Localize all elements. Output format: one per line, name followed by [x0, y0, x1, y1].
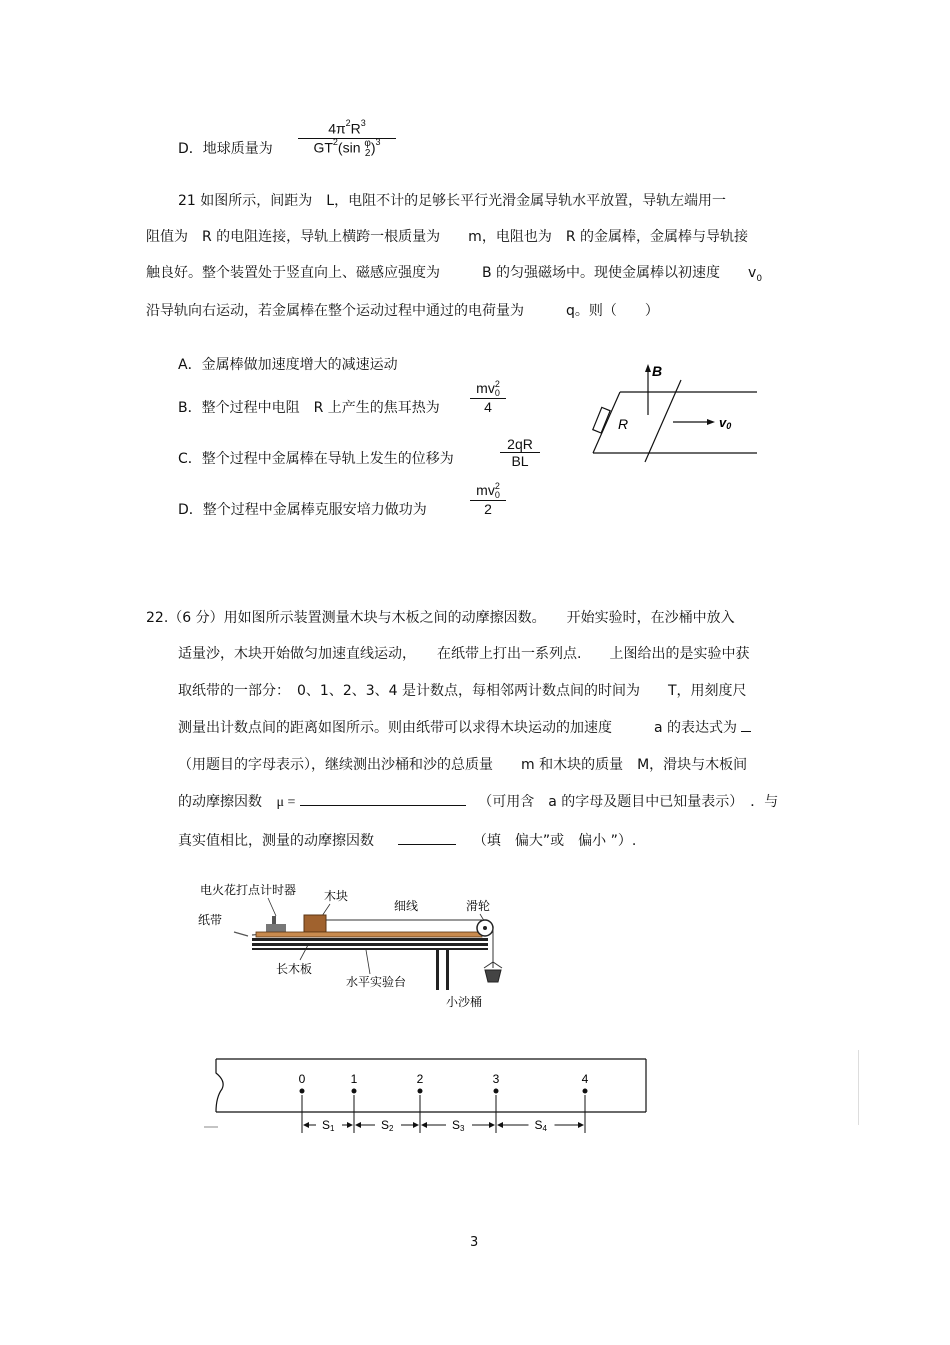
tape-torn-edge — [216, 1059, 223, 1112]
q21-text-line-1: 21 如图所示，间距为 L，电阻不计的足够长平行光滑金属导轨水平放置，导轨左端用一 — [178, 193, 727, 209]
block-label: 木块 — [324, 889, 349, 903]
q22-text-line-4: 测量出计数点间的距离如图所示。则由纸带可以求得木块运动的加速度 a 的表达式为 — [178, 717, 751, 737]
counting-point-0 — [300, 1089, 305, 1094]
q21-option-a: A．金属棒做加速度增大的减速运动 — [178, 357, 398, 373]
q21-option-b-fraction: mv 2 0 4 — [470, 380, 506, 415]
counting-point-label-2: 2 — [416, 1072, 424, 1086]
q21-text-line-3: 触良好。整个装置处于竖直向上、磁感应强度为 B 的匀强磁场中。现使金属棒以初速度 $v_0$ — [146, 265, 763, 284]
counting-point-label-0: 0 — [298, 1072, 306, 1086]
q21-rail-figure — [585, 360, 765, 470]
segment-label-4: S4 — [534, 1118, 547, 1133]
segment-label-3: S3 — [452, 1118, 465, 1133]
velocity-label: v0 — [719, 415, 732, 431]
table-leg — [436, 950, 439, 990]
acceleration-answer-blank[interactable] — [741, 731, 751, 732]
q21-text-line-2: 阻值为 R 的电阻连接，导轨上横跨一根质量为 m，电阻也为 R 的金属棒，金属棒与导轨接 — [146, 229, 748, 245]
q22-text-line-5: （用题目的字母表示），继续测出沙桶和沙的总质量 m 和木块的质量 M，滑块与木板间 — [178, 757, 748, 773]
sand-bucket — [485, 970, 501, 982]
velocity-arrowhead — [707, 419, 715, 425]
q22-text-line-1: 22.（6 分）用如图所示装置测量木块与木板之间的动摩擦因数。 开始实验时，在沙桶中放入 — [146, 610, 735, 626]
q21-option-c: C．整个过程中金属棒在导轨上发生的位移为 — [178, 451, 454, 467]
segment-arrowhead-end-2 — [413, 1122, 419, 1128]
q22-text-line-6: 的动摩擦因数 μ = （可用含 a 的字母及题目中已知量表示） ．与 — [178, 794, 779, 810]
segment-arrowhead-start-1 — [303, 1122, 309, 1128]
q21-option-b: B．整个过程中电阻 R 上产生的焦耳热为 — [178, 400, 440, 416]
b-field-arrowhead — [645, 364, 651, 372]
resistor-label: R — [618, 416, 629, 432]
counting-point-3 — [494, 1089, 499, 1094]
table-label: 水平实验台 — [346, 975, 407, 989]
counting-point-2 — [418, 1089, 423, 1094]
wooden-block — [304, 915, 326, 932]
mu-symbol: μ = — [276, 795, 296, 810]
margin-mark — [858, 1050, 859, 1125]
counting-point-1 — [352, 1089, 357, 1094]
q21-option-c-fraction: $\frac{2qR}{BL}$ — [500, 436, 540, 469]
b-field-label: B — [652, 363, 663, 379]
q20-option-d-fraction: $4\pi^2R^3$ $GT^2(\sin$ φ 2 )$^3$ — [298, 120, 396, 159]
q21-option-d-fraction: mv 2 0 2 — [470, 482, 506, 517]
segment-arrowhead-end-3 — [489, 1122, 495, 1128]
segment-arrowhead-end-1 — [347, 1122, 353, 1128]
tape-label: 纸带 — [198, 913, 223, 927]
segment-label-1: S1 — [322, 1118, 335, 1133]
bias-answer-blank[interactable] — [398, 844, 456, 845]
q22-text-line-2: 适量沙，木块开始做匀加速直线运动， 在纸带上打出一系列点. 上图给出的是实验中获 — [178, 646, 750, 662]
segment-arrowhead-start-4 — [497, 1122, 503, 1128]
q21-text-line-4: 沿导轨向右运动，若金属棒在整个运动过程中通过的电荷量为 q。则（ ） — [146, 303, 659, 319]
segment-arrowhead-start-3 — [421, 1122, 427, 1128]
table-top — [252, 938, 488, 941]
segment-arrowhead-start-2 — [355, 1122, 361, 1128]
friction-coefficient-answer-blank[interactable] — [300, 805, 466, 806]
board-label: 长木板 — [276, 962, 313, 976]
bucket-label: 小沙桶 — [446, 995, 483, 1009]
page-number: 3 — [470, 1235, 479, 1250]
pulley-label: 滑轮 — [466, 899, 491, 913]
q22-text-line-3: 取纸带的一部分： 0、1、2、3、4 是计数点，每相邻两计数点间的时间为 T，用刻度尺 — [178, 683, 747, 699]
q22-text-line-7: 真实值相比，测量的动摩擦因数 （填 偏大”或 偏小 ”）. — [178, 833, 637, 849]
counting-point-label-4: 4 — [581, 1072, 589, 1086]
long-board — [256, 932, 482, 937]
segment-label-2: S2 — [381, 1118, 394, 1133]
counting-point-label-1: 1 — [350, 1072, 358, 1086]
string-label: 细线 — [394, 899, 419, 913]
q22-apparatus-figure — [190, 878, 520, 1013]
segment-arrowhead-end-4 — [578, 1122, 584, 1128]
q20-option-d-label: D．地球质量为 — [178, 141, 273, 157]
counting-point-label-3: 3 — [492, 1072, 500, 1086]
q22-paper-tape-figure — [198, 1055, 668, 1137]
spark-timer — [266, 924, 286, 932]
counting-point-4 — [583, 1089, 588, 1094]
timer-label: 电火花打点计时器 — [200, 883, 297, 897]
q21-option-d: D．整个过程中金属棒克服安培力做功为 — [178, 502, 427, 518]
